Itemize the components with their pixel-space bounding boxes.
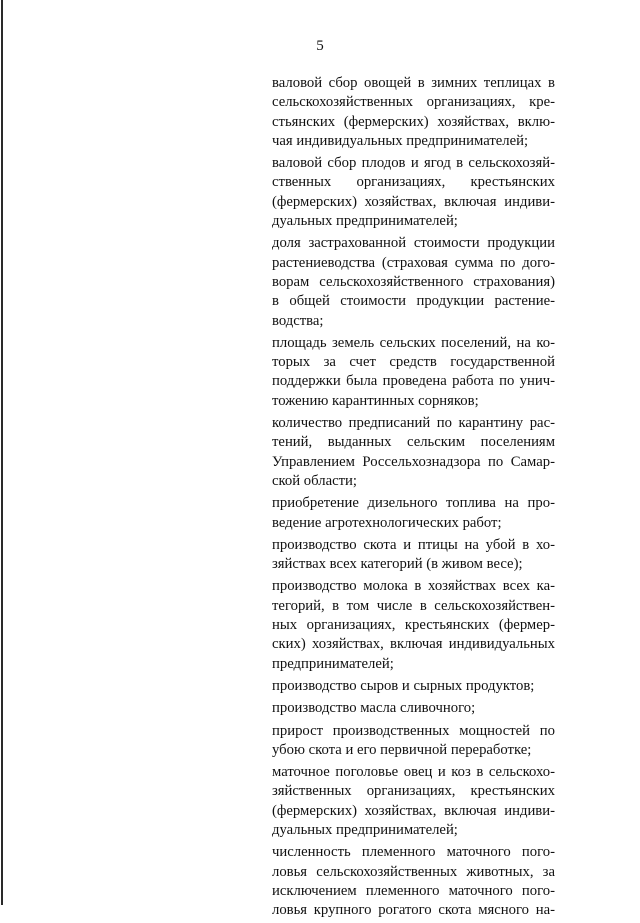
text-line: тожению карантинных сорняков; (272, 392, 479, 409)
list-item (272, 536, 555, 575)
text-line: ных организациях, крестьянских (фермер- (272, 617, 555, 634)
text-line: количество предписаний по карантину рас- (272, 415, 555, 432)
list-item (272, 414, 555, 491)
text-line: предпринимателей; (272, 655, 394, 672)
text-line: стьянских (фермерских) хозяйствах, вклю- (272, 113, 555, 130)
text-line: дуальных предпринимателей; (272, 821, 458, 838)
text-line: маточное поголовье овец и коз в сельскохо- (272, 764, 555, 781)
list-item (272, 763, 555, 840)
list-item (272, 677, 555, 696)
text-line: тений, выданных сельским поселениям (272, 434, 555, 451)
text-line: зяйственных организациях, крестьянских (272, 783, 555, 800)
text-line: ведение агротехнологических работ; (272, 514, 502, 531)
text-line: поддержки была проведена работа по унич- (272, 373, 555, 390)
text-line: сельскохозяйственных организациях, кре- (272, 94, 555, 111)
list-item (272, 334, 555, 411)
text-line: в общей стоимости продукции растение- (272, 293, 555, 310)
document-body (272, 74, 555, 923)
text-line: (фермерских) хозяйствах, включая индиви- (272, 802, 555, 819)
text-line: тегорий, в том числе в сельскохозяйствен- (272, 597, 555, 614)
scan-edge-line (1, 0, 3, 905)
text-line: доля застрахованной стоимости продукции (272, 235, 555, 252)
text-line: чая индивидуальных предпринимателей; (272, 132, 529, 149)
text-line: торых за счет средств государственной (272, 354, 555, 371)
text-line: убою скота и его первичной переработке; (272, 741, 532, 758)
text-line: ских) хозяйствах, включая индивидуальных (272, 636, 555, 653)
text-line: валовой сбор плодов и ягод в сельскохозяй- (272, 155, 555, 172)
text-line: ловья сельскохозяйственных животных, за (272, 863, 555, 880)
text-line: производство сыров и сырных продуктов; (272, 677, 535, 694)
text-line: дуальных предпринимателей; (272, 213, 458, 230)
text-line: ворам сельскохозяйственного страхования) (272, 273, 555, 290)
text-line: численность племенного маточного пого- (272, 844, 555, 861)
list-item (272, 154, 555, 231)
text-line: прирост производственных мощностей по (272, 722, 555, 739)
text-line: зяйствах всех категорий (в живом весе); (272, 556, 523, 573)
text-line: производство молока в хозяйствах всех ка- (272, 578, 555, 595)
list-item (272, 843, 555, 920)
text-line: приобретение дизельного топлива на про- (272, 495, 555, 512)
list-item (272, 234, 555, 330)
text-line: ственных организациях, крестьянских (272, 174, 555, 191)
text-line: водства; (272, 312, 324, 329)
text-line: площадь земель сельских поселений, на ко- (272, 334, 555, 351)
text-line: ловья крупного рогатого скота мясного на- (272, 902, 555, 919)
text-line: валовой сбор овощей в зимних теплицах в (272, 75, 555, 91)
text-line: производство скота и птицы на убой в хо- (272, 536, 555, 553)
text-line: (фермерских) хозяйствах, включая индиви- (272, 193, 555, 210)
list-item (272, 74, 555, 151)
list-item (272, 699, 555, 718)
text-line: Управлением Россельхознадзора по Самар- (272, 453, 555, 470)
text-line: производство масла сливочного; (272, 700, 476, 717)
list-item (272, 494, 555, 533)
list-item (272, 722, 555, 761)
page-number: 5 (316, 38, 324, 54)
text-line: ской области; (272, 472, 357, 489)
text-line: растениеводства (страховая сумма по дого- (272, 254, 555, 271)
text-line: исключением племенного маточного пого- (272, 882, 555, 899)
list-item (272, 577, 555, 673)
